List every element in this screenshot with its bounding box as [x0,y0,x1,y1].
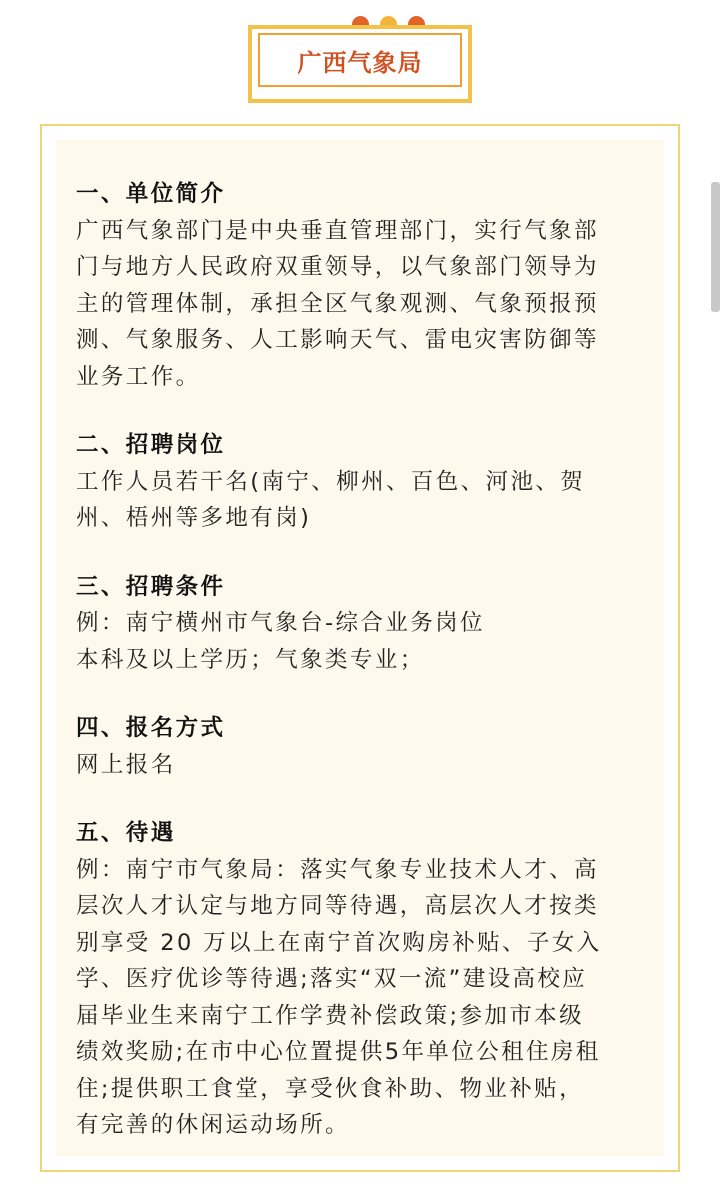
section-text-line: 学、医疗优诊等待遇;落实“双一流”建设高校应 [76,966,588,992]
content-card-inner [56,140,664,1156]
section-text-line: 住;提供职工食堂，享受伙食补助、物业补贴， [76,1075,584,1102]
title-badge-inner [258,33,462,87]
section-heading: 五、待遇 [76,820,176,846]
section-text-line: 主的管理体制，承担全区气象观测、气象预报预 [76,290,599,317]
scrollbar[interactable] [711,182,720,312]
section-application [76,710,644,783]
section-text-line: 测、气象服务、人工影响天气、雷电灾害防御等 [76,327,599,353]
section-text-line: 本科及以上学历；气象类专业； [76,646,425,673]
section-text-line: 有完善的休闲运动场所。 [76,1112,350,1138]
section-heading: 一、单位简介 [76,181,226,207]
section-heading: 二、招聘岗位 [76,432,226,458]
section-text-line: 届毕业生来南宁工作学费补偿政策;参加市本级 [76,1002,584,1029]
section-text-line: 业务工作。 [76,363,201,390]
section-text-line: 门与地方人民政府双重领导，以气象部门领导为 [76,254,599,280]
section-text-line: 别享受 20 万以上在南宁首次购房补贴、子女入 [76,929,602,956]
section-positions [76,427,644,537]
section-text-line: 例：南宁市气象局：落实气象专业技术人才、高 [76,856,599,883]
section-text-line: 例：南宁横州市气象台-综合业务岗位 [76,610,485,636]
section-text-line: 层次人才认定与地方同等待遇，高层次人才按类 [76,893,599,919]
section-text-line: 网上报名 [76,751,176,778]
page-title: 广西气象局 [297,48,423,77]
section-heading: 四、报名方式 [76,715,226,741]
section-intro [76,176,644,395]
content-body [76,176,644,1176]
section-text-line: 绩效奖励;在市中心位置提供5年单位公租住房租 [76,1039,601,1065]
content-card [40,124,680,1172]
section-text-line: 广西气象部门是中央垂直管理部门，实行气象部 [76,217,599,244]
section-heading: 三、招聘条件 [76,573,226,600]
section-text-line: 州、梧州等多地有岗) [76,505,312,531]
section-text-line: 工作人员若干名(南宁、柳州、百色、河池、贺 [76,468,586,495]
title-badge [248,25,472,103]
section-benefits [76,815,644,1144]
section-requirements [76,569,644,679]
